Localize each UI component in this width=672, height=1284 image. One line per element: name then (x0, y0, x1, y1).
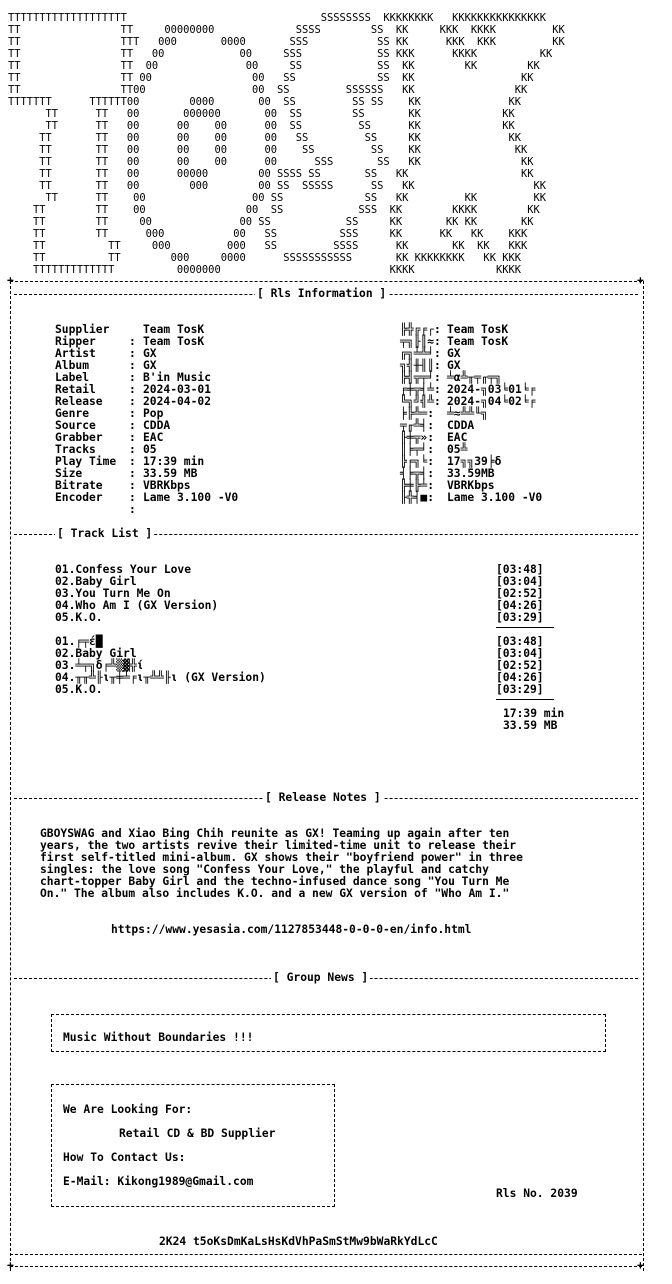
banner-line: TT TT 00 00 SS SS KK KK (8, 72, 534, 84)
contact-heading: How To Contact Us: (63, 1151, 186, 1164)
banner-line: TT TT 00 00 00 00 SSS SS KK KK (39, 156, 534, 168)
frame-bottom-border-1 (10, 1254, 642, 1255)
banner-line: TT TT 000 00 SS SSS KK KK KK KKK (33, 228, 528, 240)
info-mojibake-value: 2024-╗03╘01╘╒ (447, 383, 536, 396)
banner-line: TT TT 00 00000 00 SSSS SS SS KK KK (39, 168, 534, 180)
banner-line: TT TT 00 000 00 SS SSSSS SS KK KK (39, 180, 546, 192)
track-time: [03:29] (496, 611, 544, 624)
track-sum-line-2 (496, 699, 554, 700)
info-label: Album (55, 359, 90, 372)
footer-code: 2K24 t5oKsDmKaLsHsKdVhPaSmStMw9bWaRkYdLcC (159, 1235, 438, 1248)
banner-line: TT TT 00 00 00 00 SS SS KK KK (39, 132, 521, 144)
release-note-line: chart-topper Baby Girl and the techno-infused dance song "You Turn Me (40, 875, 510, 888)
track-sum-line-1 (496, 627, 554, 628)
info-mojibake-label: ╔╗╧╩╛: (400, 347, 441, 360)
info-mojibake-label: ╤╓╩╡: (400, 419, 435, 432)
info-value: 17:39 min (143, 455, 205, 468)
frame-corner-bl: + (7, 1259, 14, 1272)
info-mojibake-label: ╚╗╝╣╩: (400, 395, 441, 408)
track-times (496, 564, 544, 624)
info-value: CDDA (143, 419, 171, 432)
banner-line: TT TT 00000000 SSSS SS KK KKK KKKK KK (8, 24, 565, 36)
banner-line: TT TT 00 00 SSS SS KKK KKKK KK (8, 48, 553, 60)
track-time-alt: [03:29] (496, 683, 544, 696)
info-value: Team TosK (143, 335, 205, 348)
track-title: 03.You Turn Me On (55, 587, 171, 600)
rls-info-heading: [ Rls Information ] (257, 287, 387, 300)
track-title: 04.Who Am I (GX Version) (55, 599, 219, 612)
info-mojibake-label: ╤╗╟║≈: (400, 335, 441, 348)
info-colon: : (129, 335, 136, 348)
frame-corner-tr: + (637, 274, 644, 287)
info-mojibake-value: EAC (447, 431, 468, 444)
info-mojibake-label: ╡╞╦╡: (400, 467, 435, 480)
banner-line: TT TT 00 000000 00 SS SS KK KK (45, 108, 515, 120)
info-label: Artist (55, 347, 96, 360)
total-time: 17:39 min (503, 707, 565, 720)
info-colon: : (129, 359, 136, 372)
info-mojibake-value: CDDA (447, 419, 475, 432)
info-value: 2024-04-02 (143, 395, 212, 408)
info-colon: : (129, 455, 136, 468)
info-value: 33.59 MB (143, 467, 198, 480)
frame-bottom-border-2 (10, 1266, 642, 1267)
info-value: VBRKbps (143, 479, 191, 492)
slogan-text: Music Without Boundaries !!! (63, 1031, 254, 1044)
release-note-line: GBOYSWAG and Xiao Bing Chih reunite as GX! Teaming up again after ten (40, 827, 510, 840)
info-mojibake-value: ╧α╩╥╤╓╤╗ (447, 371, 502, 384)
info-label: Ripper (55, 335, 96, 348)
track-list (55, 564, 218, 624)
banner-line: TT TT 00 00 SS SS KK KK KK (45, 192, 546, 204)
info-colon: : (129, 395, 136, 408)
info-mojibake-value: VBRKbps (447, 479, 495, 492)
release-note-line: years, the two artists revive their limited-time unit to release their (40, 839, 517, 852)
info-colon: : (129, 443, 136, 456)
info-mojibake-label: ║╞╤╛: (400, 443, 435, 456)
frame-corner-br: + (637, 1259, 644, 1272)
info-value: Pop (143, 407, 164, 420)
info-colon: : (129, 491, 136, 504)
info-value: Lame 3.100 -V0 (143, 491, 239, 504)
info-mojibake-label: ╠╬╔╒┌: (400, 323, 441, 336)
info-label: Size (55, 467, 83, 480)
banner-line: TTTTTTTTTTTTTTTTTTT SSSSSSSS KKKKKKKK KKKKKKKKKKKKKKK (8, 12, 546, 24)
info-mojibake-label: ╟╪╦»: (400, 431, 435, 444)
info-mojibake-label: ╗╣╫╢║: (400, 359, 441, 372)
track-title: 02.Baby Girl (55, 575, 137, 588)
info-mojibake-value: 33.59MB (447, 467, 495, 480)
info-mojibake-value: 17╗╗39╞δ (447, 455, 502, 468)
info-colon: : (129, 371, 136, 384)
info-label: Encoder (55, 491, 103, 504)
banner-line: TTTTTTT TTTTTT00 0000 00 SS SS SS KK KK (8, 96, 521, 108)
info-label: Retail (55, 383, 96, 396)
info-mojibake-labels (400, 324, 441, 504)
track-title-alt: 04.╥╥╩╟ι╥╪╧╒ι╥╩╩╟ι (GX Version) (55, 671, 266, 684)
info-values (143, 324, 238, 504)
info-value: Team TosK (143, 323, 205, 336)
info-mojibake-label: ╠╪╠╧: (400, 479, 435, 492)
info-mojibake-label: ╠╣╦╤╛: (400, 371, 441, 384)
info-colon: : (129, 347, 136, 360)
info-mojibake-value: 2024-╗04╘02╘╒ (447, 395, 536, 408)
info-labels (55, 323, 136, 516)
info-value: GX (143, 359, 157, 372)
info-colon: : (129, 503, 136, 516)
looking-for-heading: We Are Looking For: (63, 1103, 193, 1116)
info-label: Tracks (55, 443, 96, 456)
info-mojibake-value: Team TosK (447, 323, 509, 336)
info-mojibake-label: ╞╠╩═: (400, 407, 435, 420)
release-notes-heading: [ Release Notes ] (265, 791, 381, 804)
track-time-alt: [03:48] (496, 635, 544, 648)
banner-line: TT TT 00 00 SS SS KK KK KK (8, 60, 540, 72)
banner-line: TT TT 00 00 00 00 SS SS KK KK (45, 120, 515, 132)
info-colon: : (129, 431, 136, 444)
info-value: EAC (143, 431, 164, 444)
banner-line: TTTTTTTTTTTTT 0000000 KKKK KKKK (33, 264, 521, 276)
total-size: 33.59 MB (503, 719, 558, 732)
banner-line: TT TTT 000 0000 SSS SS KK KKK KKK KK (8, 36, 565, 48)
release-note-line: first self-titled mini-album. GX shows their "boyfriend power" in three (40, 851, 523, 864)
track-title: 01.Confess Your Love (55, 563, 192, 576)
banner-line: TT TT 00 00 SS SS KK KK KK KK (33, 216, 534, 228)
track-list-alt (55, 636, 266, 696)
info-colon: : (129, 467, 136, 480)
track-time: [03:48] (496, 563, 544, 576)
info-mojibake-value: ╧≈╩╩╙╗ (447, 407, 488, 420)
rls-number: Rls No. 2039 (496, 1187, 578, 1200)
track-time-alt: [02:52] (496, 659, 544, 672)
info-label: Genre (55, 407, 90, 420)
info-label: Release (55, 395, 103, 408)
info-mojibake-value: GX (447, 359, 461, 372)
track-time: [03:04] (496, 575, 544, 588)
info-label: Play Time (55, 455, 117, 468)
track-title-alt: 02.Baby Girl (55, 647, 137, 660)
info-mojibake-label: ╒╪╦╡╧: (400, 383, 441, 396)
info-value: 2024-03-01 (143, 383, 212, 396)
track-time-alt: [03:04] (496, 647, 544, 660)
info-colon: : (129, 419, 136, 432)
frame-corner-tl: + (7, 274, 14, 287)
info-colon: : (129, 479, 136, 492)
release-notes-text (40, 828, 523, 900)
info-label: Label (55, 371, 90, 384)
info-colon: : (129, 407, 136, 420)
info-mojibake-label: ╠╒╗╘: (400, 455, 435, 468)
group-news-heading: [ Group News ] (273, 971, 369, 984)
info-value: 05 (143, 443, 157, 456)
track-time: [04:26] (496, 599, 544, 612)
banner-line: TT TT 00 00 00 00 SS SS KK KK (39, 144, 528, 156)
info-mojibake-value: Team TosK (447, 335, 509, 348)
banner-line: TT TT 00 00 SS SSS KK KKKK KK (33, 204, 540, 216)
track-title-alt: 05.K.O. (55, 683, 103, 696)
ascii-banner (8, 12, 565, 276)
contact-email[interactable]: E-Mail: Kikong1989@Gmail.com (63, 1175, 254, 1188)
info-mojibake-value: GX (447, 347, 461, 360)
info-mojibake-value: Lame 3.100 -V0 (447, 491, 543, 504)
info-mojibake-values (447, 324, 542, 504)
track-title-alt: 03.╧╤╗δ╒╩▒▓╬ί (55, 659, 144, 672)
track-title: 05.K.O. (55, 611, 103, 624)
banner-line: TT TT 000 0000 SSSSSSSSSSS KK KKKKKKKK KK KKK (33, 252, 521, 264)
info-mojibake-value: 05╩ (447, 443, 468, 456)
track-time: [02:52] (496, 587, 544, 600)
info-label: Grabber (55, 431, 103, 444)
info-value: B'in Music (143, 371, 212, 384)
track-time-alt: [04:26] (496, 671, 544, 684)
release-note-line: On." The album also includes K.O. and a new GX version of "Who Am I." (40, 887, 510, 900)
info-value: GX (143, 347, 157, 360)
banner-line: TT TT00 00 SS SSSSSS KK KK (8, 84, 528, 96)
info-colon: : (129, 383, 136, 396)
release-url[interactable]: https://www.yesasia.com/1127853448-0-0-0-en/info.html (111, 923, 472, 936)
track-times-alt (496, 636, 544, 696)
info-mojibake-label: ╟╬╡■: (400, 491, 435, 504)
track-title-alt: 01.╒╤έ█ (55, 635, 103, 648)
banner-line: TT TT 000 000 SS SSSS KK KK KK KKK (33, 240, 528, 252)
info-label: Bitrate (55, 479, 103, 492)
position-wanted: Retail CD & BD Supplier (119, 1127, 276, 1140)
release-note-line: singles: the love song "Confess Your Love," the playful and catchy (40, 863, 489, 876)
frame-top-border (10, 281, 642, 282)
track-list-heading: [ Track List ] (57, 527, 153, 540)
info-label: Supplier (55, 323, 110, 336)
info-label: Source (55, 419, 96, 432)
